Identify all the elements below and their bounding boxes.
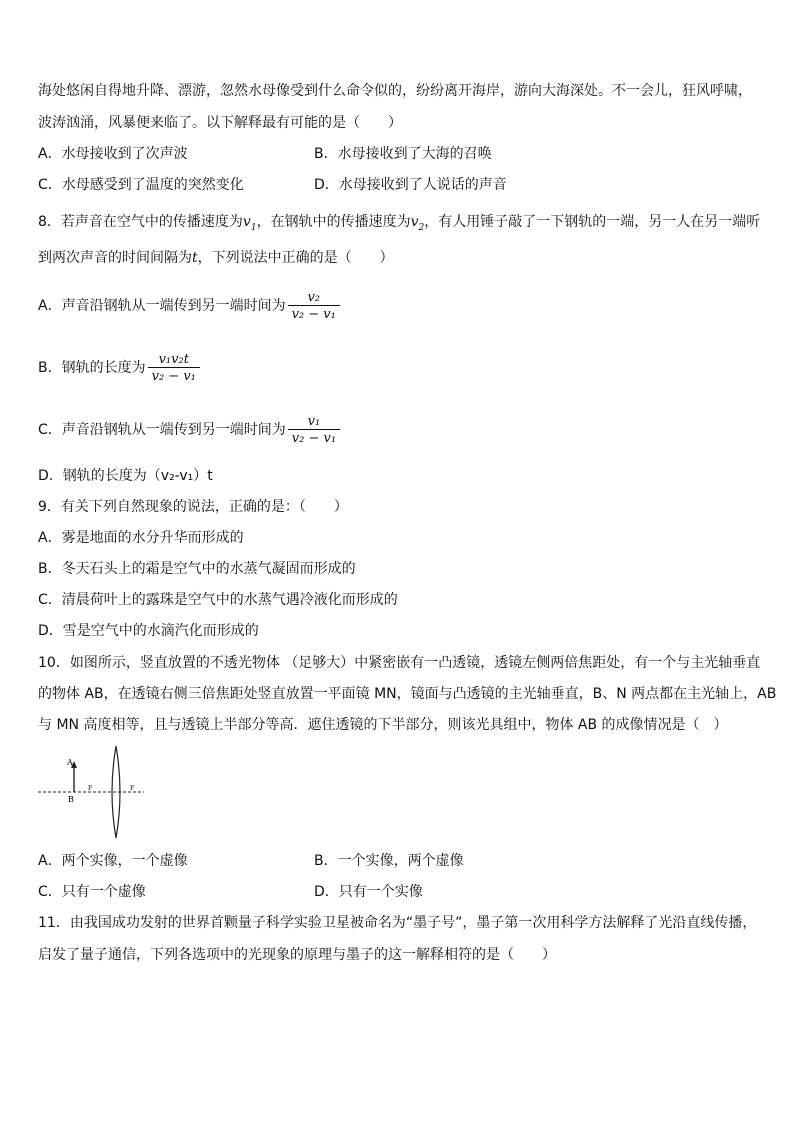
fraction-numerator: v₂ <box>307 290 320 305</box>
q8-option-b-text: B．钢轨的长度为 <box>38 360 146 376</box>
label-b: B <box>68 795 74 804</box>
fraction-numerator: v₁v₂t <box>158 352 189 367</box>
q8-option-c-fraction <box>288 414 340 446</box>
q9-stem: 9．有关下列自然现象的说法，正确的是：（ ） <box>38 499 348 515</box>
q8-option-a <box>38 288 340 324</box>
q8-option-a-text: A．声音沿钢轨从一端传到另一端时间为 <box>38 298 286 314</box>
label-a: A <box>67 758 73 767</box>
q10-stem-line3: 与 MN 高度相等，且与透镜上半部分等高．遮住透镜的下半部分，则该光具组中，物体 AB 的成像情况是（ ） <box>38 717 728 733</box>
q7-option-c: C．水母感受到了温度的突然变化 <box>38 177 244 193</box>
q8-stem-text-a: 8．若声音在空气中的传播速度为 <box>38 214 243 230</box>
q7-option-d: D．水母接收到了人说话的声音 <box>314 177 507 193</box>
q7-option-b: B．水母接收到了大海的召唤 <box>314 146 492 162</box>
v1-symbol: $v_1$ <box>242 214 257 233</box>
q8-option-c-text: C．声音沿钢轨从一端传到另一端时间为 <box>38 422 286 438</box>
q10-option-b: B．一个实像，两个虚像 <box>314 853 464 869</box>
q9-option-a: A．雾是地面的水分升华而形成的 <box>38 530 244 546</box>
q8-option-b <box>38 350 200 386</box>
q7-stem-line2: 波涛汹涌，风暴便来临了。以下解释最有可能的是（ ） <box>38 115 402 131</box>
v2-symbol: $v_2$ <box>410 214 425 233</box>
q8-option-b-fraction <box>148 352 200 384</box>
q9-option-b: B．冬天石头上的霜是空气中的水蒸气凝固而形成的 <box>38 561 356 577</box>
q10-stem-line1: 10．如图所示，竖直放置的不透光物体 （足够大）中紧密嵌有一凸透镜，透镜左侧两倍焦距处，有一个与主光轴垂直 <box>38 655 761 671</box>
q8-stem-line2 <box>38 248 394 268</box>
q8-option-c <box>38 412 340 448</box>
q9-option-d: D．雪是空气中的水滴汽化而形成的 <box>38 623 259 639</box>
q11-stem-line1: 11．由我国成功发射的世界首颗量子科学实验卫星被命名为“墨子号”，墨子第一次用科学方法解释了光沿直线传播， <box>38 915 757 931</box>
t-symbol: t <box>192 250 198 266</box>
q7-option-a: A．水母接收到了次声波 <box>38 146 188 162</box>
q11-stem-line2: 启发了量子通信，下列各选项中的光现象的原理与墨子的这一解释相符的是（ ） <box>38 947 556 963</box>
lens-diagram <box>38 744 144 842</box>
q8-option-d: D．钢轨的长度为（v₂-v₁）t <box>38 468 213 484</box>
q10-stem-line2: 的物体 AB，在透镜右侧三倍焦距处竖直放置一平面镜 MN，镜面与凸透镜的主光轴垂直，B、N 两点都在主光轴上，AB <box>38 686 777 702</box>
q8-stem-text-d: 到两次声音的时间间隔为 <box>38 250 192 266</box>
q10-option-a: A．两个实像，一个虚像 <box>38 853 188 869</box>
label-f-left: F <box>88 785 93 792</box>
fraction-denominator: v₂ − v₁ <box>148 367 200 384</box>
q8-stem-line1 <box>38 212 760 238</box>
q9-option-c: C．清晨荷叶上的露珠是空气中的水蒸气遇冷液化而形成的 <box>38 592 398 608</box>
q8-stem-text-c: ，有人用锤子敲了一下钢轨的一端，另一人在另一端听 <box>424 214 761 230</box>
lens-diagram-svg <box>38 744 144 842</box>
fraction-numerator: v₁ <box>307 414 321 429</box>
fraction-denominator: v₂ − v₁ <box>288 305 340 322</box>
fraction-denominator: v₂ − v₁ <box>288 429 340 446</box>
q10-option-d: D．只有一个实像 <box>314 884 423 900</box>
q8-option-a-fraction <box>288 290 340 322</box>
q8-stem-text-e: ，下列说法中正确的是（ ） <box>197 250 394 266</box>
label-f-right: F <box>130 785 135 792</box>
q10-option-c: C．只有一个虚像 <box>38 884 146 900</box>
q7-stem-line1: 海处悠闲自得地升降、漂游，忽然水母像受到什么命令似的，纷纷离开海岸，游向大海深处。不一会儿，狂风呼啸， <box>38 83 752 99</box>
q8-stem-text-b: ，在钢轨中的传播速度为 <box>256 214 411 230</box>
